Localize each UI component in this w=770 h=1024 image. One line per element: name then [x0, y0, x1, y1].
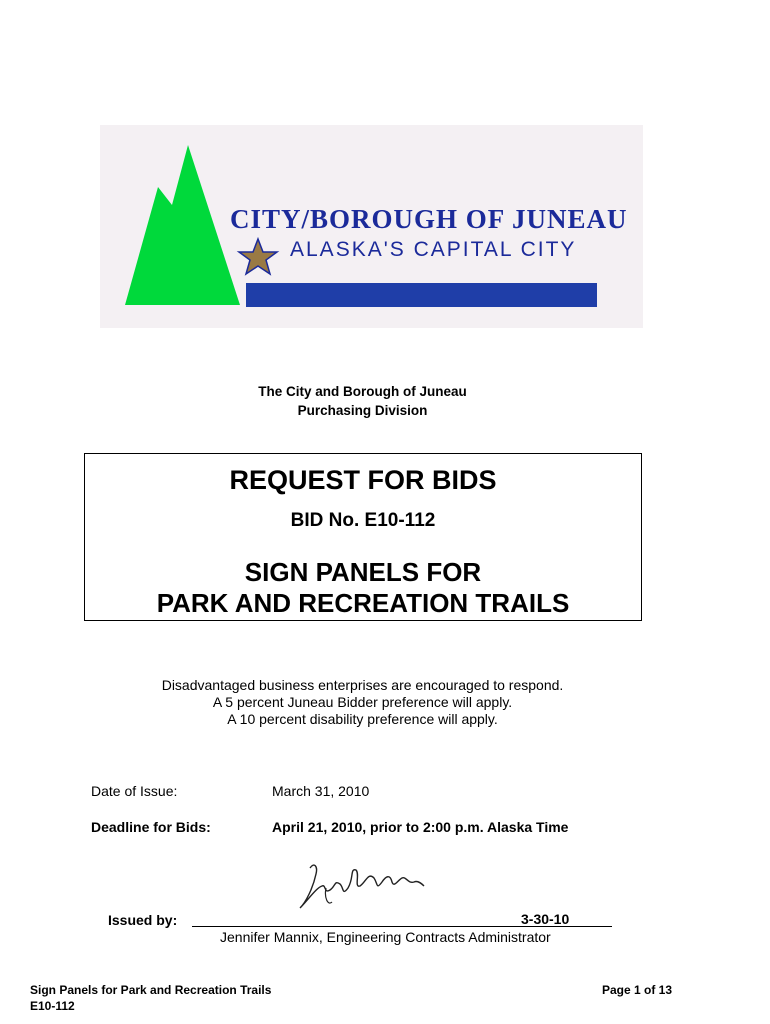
footer-document-title: Sign Panels for Park and Recreation Trails — [30, 983, 272, 997]
deadline-value: April 21, 2010, prior to 2:00 p.m. Alaska Time — [272, 819, 569, 835]
mountain-icon — [125, 145, 240, 305]
footer-page-number: Page 1 of 13 — [602, 983, 673, 997]
signature — [296, 858, 426, 916]
logo-subtitle: ALASKA'S CAPITAL CITY — [290, 238, 577, 261]
preference-juneau-bidder: A 5 percent Juneau Bidder preference will apply. — [212, 694, 513, 710]
document-title: REQUEST FOR BIDS — [229, 465, 497, 495]
footer-bid-code: E10-112 — [30, 999, 75, 1013]
issue-date-value: March 31, 2010 — [272, 783, 370, 799]
issuer-name-title: Jennifer Mannix, Engineering Contracts Administrator — [220, 929, 551, 945]
project-title — [85, 557, 641, 619]
waves-icon — [246, 281, 597, 308]
project-title-line1: SIGN PANELS FOR — [244, 557, 482, 587]
project-title-line2: PARK AND RECREATION TRAILS — [156, 588, 570, 618]
issuer-organization: The City and Borough of Juneau — [258, 384, 467, 399]
issue-date-label: Date of Issue: — [91, 783, 178, 799]
logo-title: CITY/BOROUGH OF JUNEAU — [230, 204, 628, 234]
preference-dbe: Disadvantaged business enterprises are encouraged to respond. — [161, 677, 564, 693]
issuer-division: Purchasing Division — [297, 403, 428, 418]
deadline-label: Deadline for Bids: — [91, 819, 211, 835]
issued-date: 3-30-10 — [521, 911, 570, 927]
request-for-bids-box — [84, 453, 642, 621]
preference-disability: A 10 percent disability preference will apply. — [227, 711, 498, 727]
cbj-logo — [100, 125, 643, 328]
star-icon — [239, 239, 277, 274]
issued-by-label: Issued by: — [108, 912, 178, 928]
bid-number: BID No. E10-112 — [290, 510, 436, 531]
